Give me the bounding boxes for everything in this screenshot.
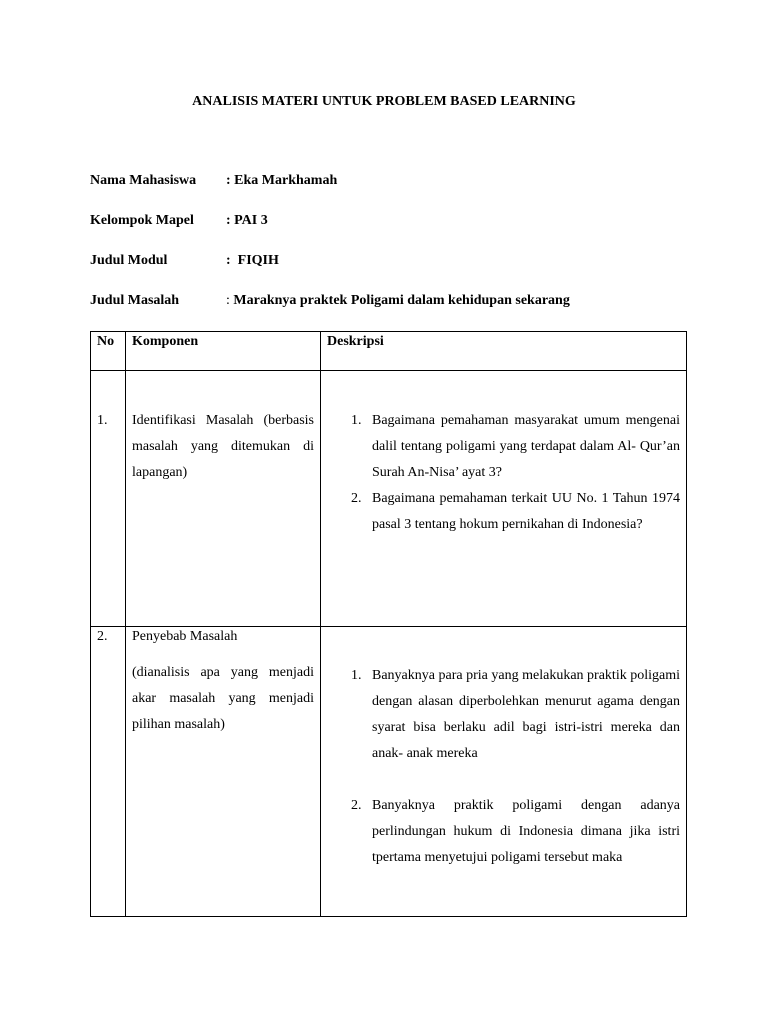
info-row-masalah — [90, 293, 570, 309]
info-separator: : — [226, 253, 238, 268]
list-item: 2. Banyaknya praktik poligami dengan adanya perlindungan hukum di Indonesia dimana jika istri tpertama menyetujui poligami tersebut maka — [351, 798, 680, 865]
info-label: Nama Mahasiswa — [90, 173, 197, 188]
document-title: ANALISIS MATERI UNTUK PROBLEM BASED LEARNING — [192, 94, 576, 109]
info-row-nama — [90, 173, 337, 189]
komponen-text: Identifikasi Masalah (berbasis masalah yang ditemukan di lapangan) — [132, 413, 314, 480]
table-row — [91, 627, 687, 917]
table-row — [91, 371, 687, 627]
komponen-text: Penyebab Masalah — [132, 629, 238, 644]
table-header-row — [91, 332, 687, 371]
info-separator: : — [226, 173, 235, 188]
deskripsi-list — [321, 663, 686, 871]
header-komponen: Komponen — [132, 334, 199, 349]
info-value: Maraknya praktek Poligami dalam kehidupan sekarang — [233, 293, 570, 308]
row-number: 2. — [97, 629, 108, 644]
list-item: 1. Banyaknya para pria yang melakukan praktik poligami dengan alasan diperbolehkan menurut agama dengan syarat bisa berlaku adil bagi istri-istri mereka dan anak- anak mereka — [351, 668, 680, 761]
row-number: 1. — [97, 413, 108, 428]
header-no: No — [97, 334, 115, 349]
info-row-modul — [90, 253, 279, 269]
header-deskripsi: Deskripsi — [327, 334, 384, 349]
info-separator: : — [226, 213, 235, 228]
analysis-table — [90, 331, 687, 917]
list-item: 2. Bagaimana pemahaman terkait UU No. 1 Tahun 1974 pasal 3 tentang hokum pernikahan di Indonesia? — [351, 491, 680, 532]
info-separator: : — [226, 293, 234, 308]
list-item: 1. Bagaimana pemahaman masyarakat umum mengenai dalil tentang poligami yang terdapat dalam Al- Qur’an Surah An-Nisa’ ayat 3? — [351, 413, 680, 480]
info-row-kelompok — [90, 213, 268, 229]
deskripsi-list — [321, 408, 686, 538]
info-value: Eka Markhamah — [234, 173, 338, 188]
info-label: Judul Modul — [90, 253, 168, 268]
info-value: FIQIH — [237, 253, 279, 268]
info-value: PAI 3 — [234, 213, 268, 228]
info-label: Judul Masalah — [90, 293, 180, 308]
info-label: Kelompok Mapel — [90, 213, 194, 228]
komponen-note: (dianalisis apa yang menjadi akar masalah yang menjadi pilihan masalah) — [132, 665, 314, 732]
